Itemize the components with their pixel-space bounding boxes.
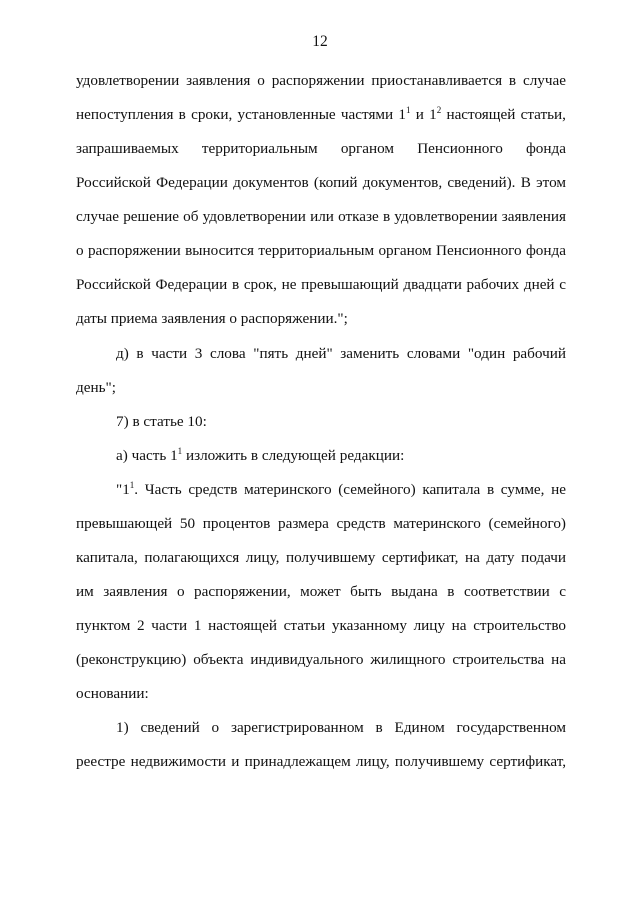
- text-line: 7) в статье 10:: [116, 413, 207, 430]
- superscript: 2: [436, 105, 442, 115]
- text-line: [116, 447, 404, 465]
- text-fragment: изложить в следующей редакции:: [182, 447, 405, 464]
- text-line: Российской Федерации документов (копий документов, сведений). В этом: [76, 174, 566, 191]
- text-line: удовлетворении заявления о распоряжении приостанавливается в случае: [76, 72, 566, 89]
- text-line: случае решение об удовлетворении или отказе в удовлетворении заявления: [76, 208, 566, 225]
- text-fragment: непоступления в сроки, установленные частями 1: [76, 106, 406, 123]
- text-line: даты приема заявления о распоряжении.";: [76, 310, 348, 327]
- text-line: д) в части 3 слова "пять дней" заменить словами "один рабочий: [116, 345, 566, 362]
- text-fragment: настоящей статьи,: [441, 106, 566, 123]
- text-line: им заявления о распоряжении, может быть выдана в соответствии с: [76, 583, 566, 600]
- text-fragment: "1: [116, 481, 130, 498]
- text-line: день";: [76, 379, 116, 396]
- page-number: 12: [312, 33, 328, 50]
- text-line: 1) сведений о зарегистрированном в Едином государственном: [116, 719, 566, 736]
- text-line: пунктом 2 части 1 настоящей статьи указанному лицу на строительство: [76, 617, 566, 634]
- superscript: 1: [129, 480, 135, 490]
- text-line: реестре недвижимости и принадлежащем лицу, получившему сертификат,: [76, 753, 566, 770]
- text-line: [116, 481, 566, 499]
- text-fragment: . Часть средств материнского (семейного) капитала в сумме, не: [134, 481, 566, 498]
- text-line: (реконструкцию) объекта индивидуального жилищного строительства на: [76, 651, 566, 668]
- text-fragment: и 1: [410, 106, 437, 123]
- superscript: 1: [177, 446, 183, 456]
- text-line: [76, 106, 566, 124]
- text-line: Российской Федерации в срок, не превышающий двадцати рабочих дней с: [76, 276, 566, 293]
- text-line: превышающей 50 процентов размера средств материнского (семейного): [76, 515, 566, 532]
- text-line: запрашиваемых территориальным органом Пенсионного фонда: [76, 140, 566, 157]
- text-fragment: а) часть 1: [116, 447, 178, 464]
- superscript: 1: [406, 105, 411, 115]
- text-line: основании:: [76, 685, 149, 702]
- text-line: о распоряжении выносится территориальным органом Пенсионного фонда: [76, 242, 566, 259]
- text-line: капитала, полагающихся лицу, получившему сертификат, на дату подачи: [76, 549, 566, 566]
